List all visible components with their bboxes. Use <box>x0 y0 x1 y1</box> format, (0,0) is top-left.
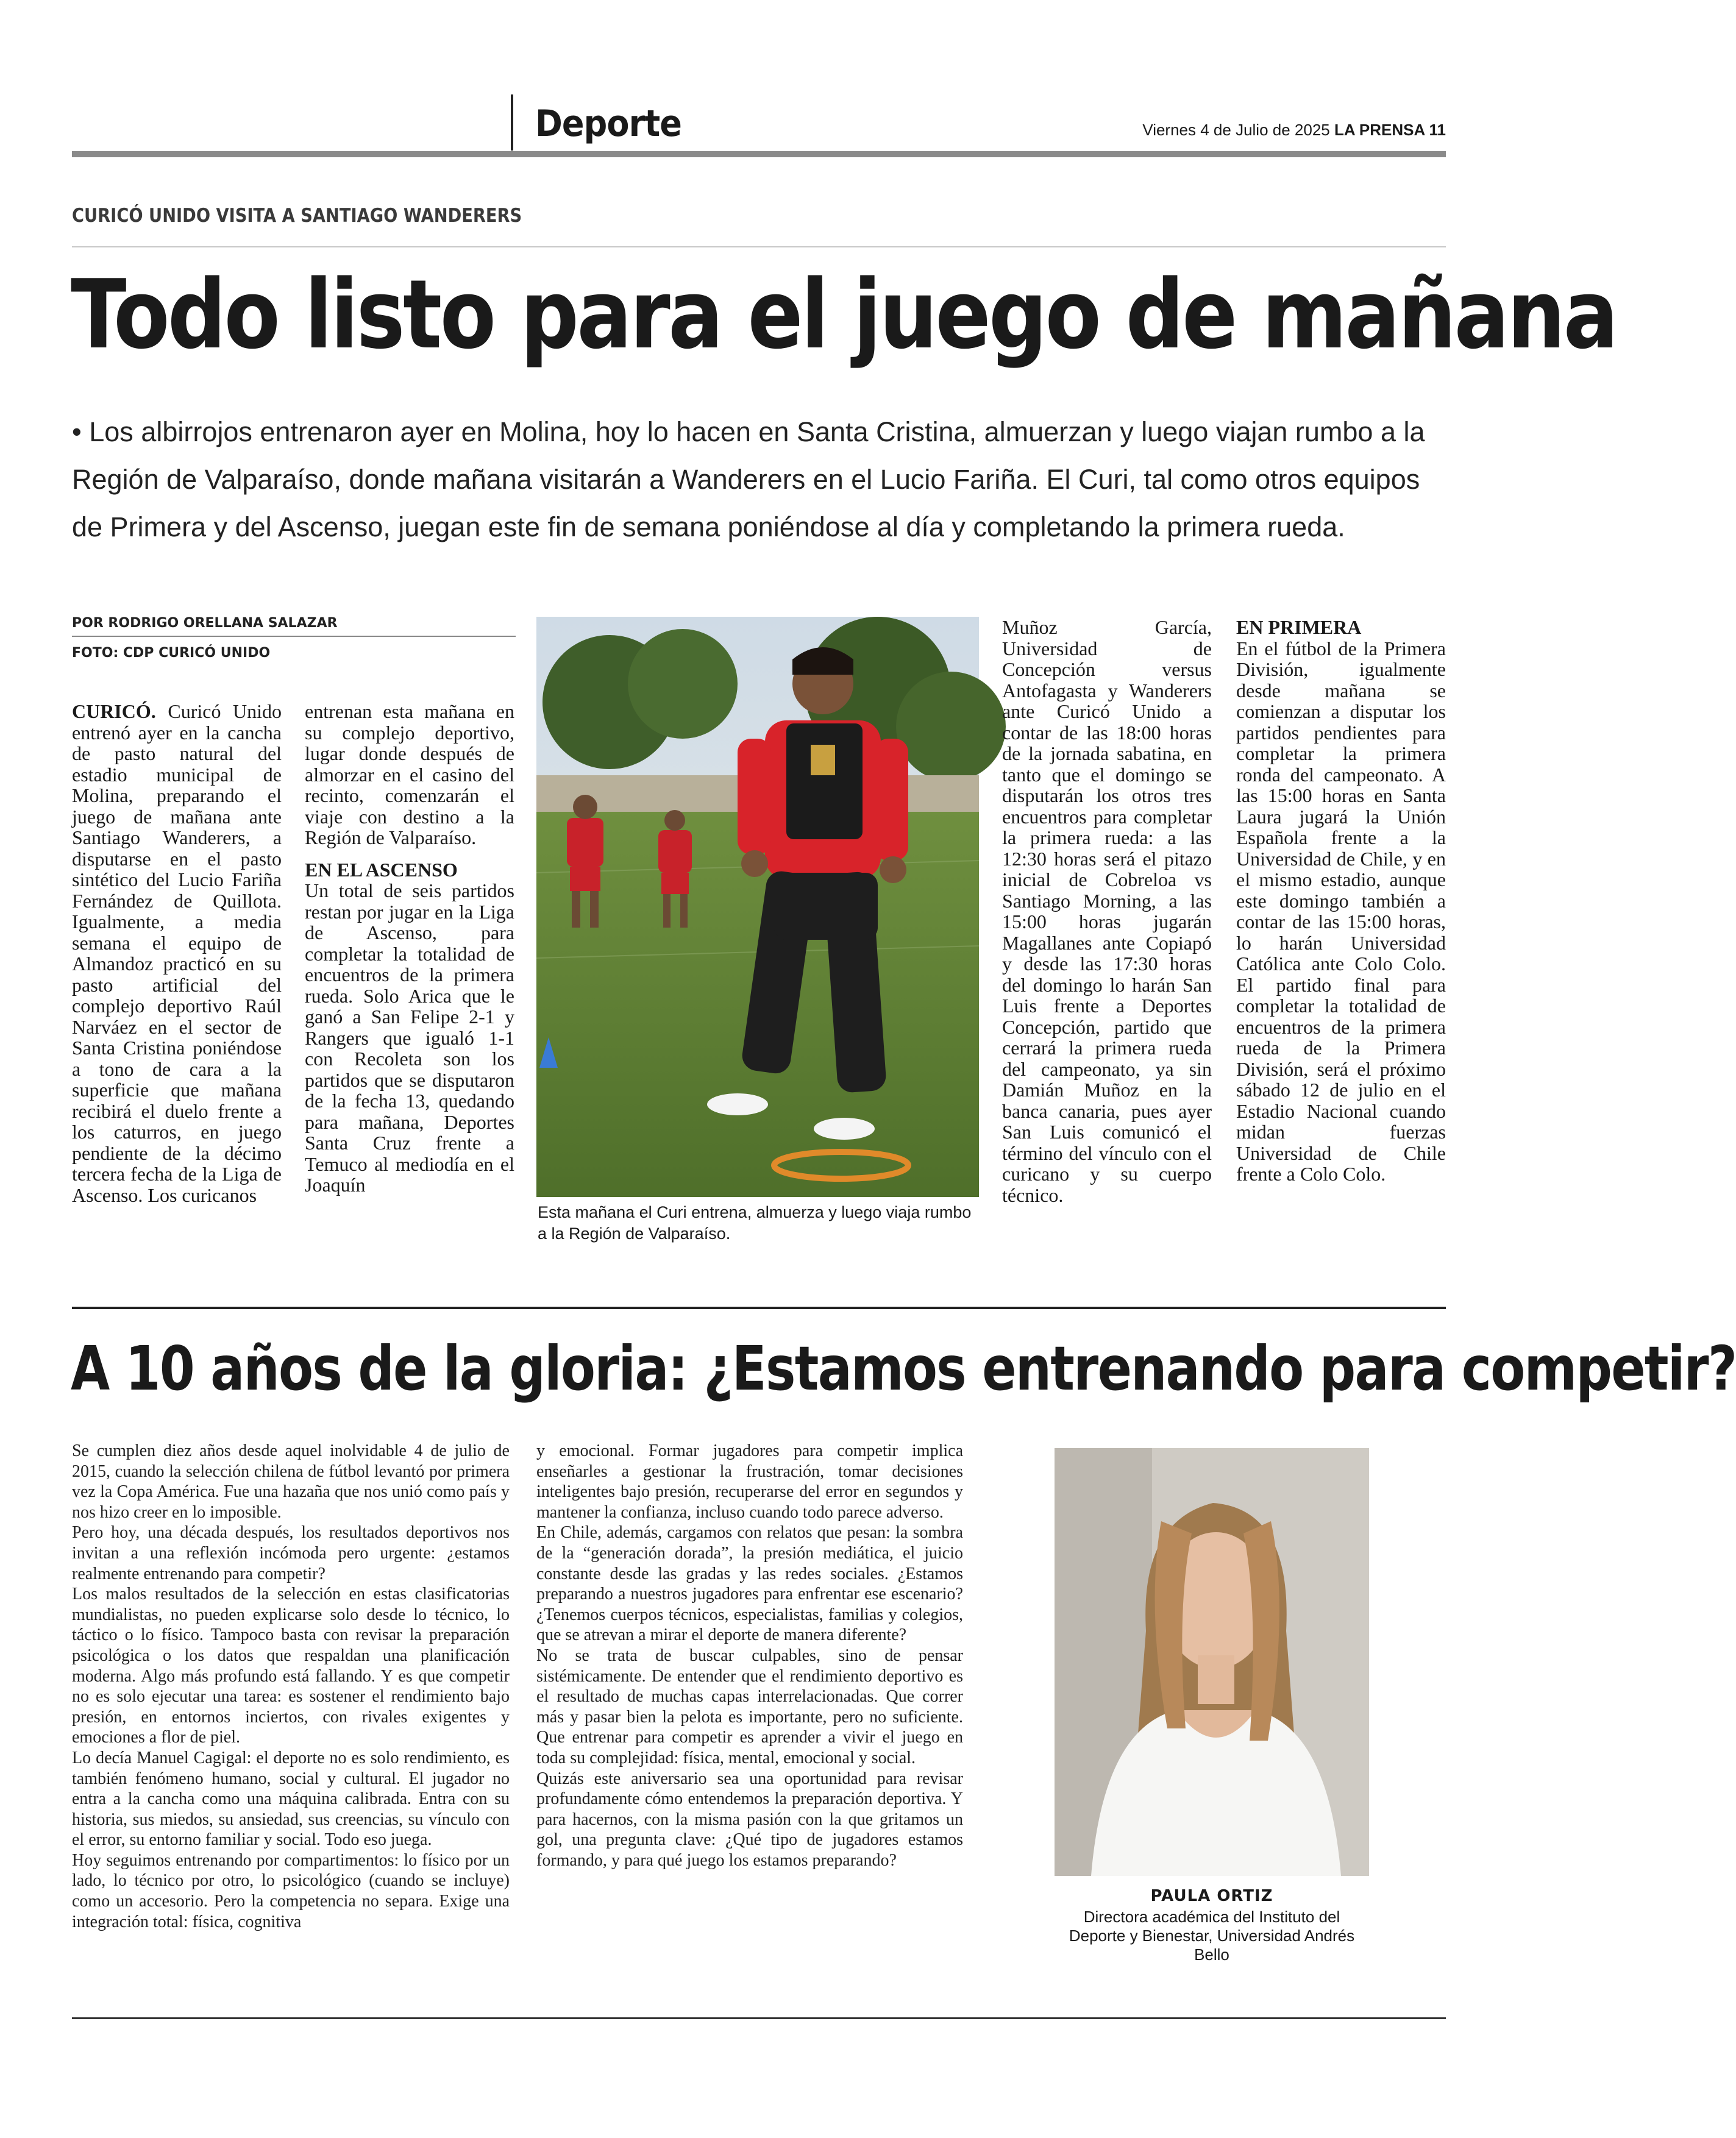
subhead-ascenso: EN EL ASCENSO <box>305 858 458 881</box>
dateline-city: CURICÓ. <box>72 700 156 722</box>
author-role: Directora académica del Instituto del Deporte y Bienestar, Universidad Andrés Bello <box>1069 1908 1355 1964</box>
author-name: PAULA ORTIZ <box>1150 1887 1273 1905</box>
opinion-paragraph: En Chile, además, cargamos con relatos que pesan: la sombra de la “generación dorada”, la presión mediática, el juicio constante desde las gradas y las redes sociales. ¿Estamos preparando a nuestros jugadores para enfrentar ese escenario? ¿Tenemos cuerpos técnicos, especialistas, familias y colegios, que se atrevan a mirar el deporte de manera diferente? <box>536 1523 963 1645</box>
subhead-primera: EN PRIMERA <box>1236 616 1362 638</box>
column-1-text: Curicó Unido entrenó ayer en la cancha de pasto natural del estadio municipal de Molina, preparando el juego de mañana ante Santiago Wanderers, a disputarse en el pasto sintético del Lucio Fariña Fernández de Quillota. Igualmente, a media semana el equipo de Almandoz practicó en su pasto artificial del complejo deportivo Raúl Narváez en el sector de Santa Cristina poniéndose a tono de cara a la superficie que mañana recibirá el duelo frente a los caturros, en juego pendiente de la décimo tercera fecha de la Liga de Ascenso. Los curicanos <box>72 700 282 1206</box>
article-column-1 <box>72 701 282 1206</box>
column-2-text-a: entrenan esta mañana en su complejo deportivo, lugar donde después de almorzar en el casino del recinto, comenzarán el viaje con destino a la Región de Valparaíso. <box>305 700 514 848</box>
photo-credit: FOTO: CDP CURICÓ UNIDO <box>72 645 271 661</box>
opinion-column-1 <box>72 1441 510 1932</box>
section-divider <box>72 1307 1446 1309</box>
article-kicker: CURICÓ UNIDO VISITA A SANTIAGO WANDERERS <box>72 205 522 227</box>
kicker-rule <box>72 246 1446 247</box>
opinion-paragraph: Los malos resultados de la selección en estas clasificatorias mundialistas, no pueden explicarse solo desde lo técnico, lo táctico o lo físico. Tampoco basta con revisar la preparación psicológica o los datos que respaldan una planificación moderna. Algo más profundo está fallando. Y es que competir no es solo ejecutar una tarea: es sostener el rendimiento bajo presión, en entornos inciertos, con rivales exigentes y emociones a flor de piel. <box>72 1585 510 1747</box>
opinion-headline: A 10 años de la gloria: ¿Estamos entrenando para competir? <box>71 1333 1736 1404</box>
opinion-column-2 <box>536 1441 963 1870</box>
opinion-paragraph: Quizás este aniversario sea una oportunidad para revisar profundamente cómo entendemos la preparación deportiva. Y para hacernos, con la misma pasión con la que gritamos un gol, una pregunta clave: ¿Qué tipo de jugadores estamos formando, y para qué juego los estamos preparando? <box>536 1769 963 1870</box>
paper-page: LA PRENSA 11 <box>1334 121 1446 139</box>
column-2-text-b: Un total de seis partidos restan por jugar en la Liga de Ascenso, para completar la totalidad de encuentros de la primera rueda. Solo Arica que le ganó a San Felipe 2-1 y Rangers que igualó 1-1 con Recoleta son los partidos que se disputaron de la fecha 13, quedando para mañana, Deportes Santa Cruz frente a Temuco al mediodía en el Joaquín <box>305 879 514 1196</box>
article-column-3: Muñoz García, Universidad de Concepción versus Antofagasta y Wanderers ante Curicó Unido a contar de las 18:00 horas de la jornada sabatina, en tanto que el domingo se disputarán los otros tres encuentros para completar la primera rueda: a las 12:30 horas será el pitazo inicial de Cobreloa vs Santiago Morning, a las 15:00 horas jugarán Magallanes ante Copiapó y desde las 17:30 horas del domingo lo harán San Luis frente a Deportes Concepción, partido que cerrará la primera rueda del campeonato, ya sin Damián Muñoz en la banca canaria, pues ayer San Luis comunicó el término del vínculo con el curicano y su cuerpo técnico. <box>1002 616 1212 1206</box>
byline: POR RODRIGO ORELLANA SALAZAR <box>72 616 516 637</box>
opinion-paragraph: Hoy seguimos entrenando por compartimentos: lo físico por un lado, lo técnico por otro, lo psicológico (cuando se incluye) como un accesorio. Pero la competencia no separa. Exige una integración total: física, cognitiva <box>72 1850 510 1931</box>
column-4-text: En el fútbol de la Primera División, igualmente desde mañana se comienzan a disputar los partidos pendientes para completar la primera ronda del campeonato. A las 15:00 horas en Santa Laura jugará la Unión Española frente a la Universidad de Chile, y en el mismo estadio, aunque este domingo también a contar de las 15:00 horas, lo harán Universidad Católica ante Colo Colo. El partido final para completar la totalidad de encuentros de la primera rueda de la Primera División, será el próximo sábado 12 de julio en el Estadio Nacional cuando midan fuerzas Universidad de Chile frente a Colo Colo. <box>1236 637 1446 1185</box>
opinion-paragraph: Lo decía Manuel Cagigal: el deporte no es solo rendimiento, es también fenómeno humano, social y cultural. El jugador no entra a la cancha como una máquina calibrada. Entra con su historia, sus miedos, su ansiedad, sus creencias, su vínculo con el error, su entorno familiar y social. Todo eso juega. <box>72 1748 510 1850</box>
author-portrait <box>1055 1448 1369 1876</box>
opinion-paragraph: Se cumplen diez años desde aquel inolvidable 4 de julio de 2015, cuando la selección chilena de fútbol levantó por primera vez la Copa América. Fue una hazaña que nos unió como país y nos hizo creer en lo imposible. <box>72 1441 510 1522</box>
issue-date: Viernes 4 de Julio de 2025 <box>1142 121 1330 139</box>
section-title: Deporte <box>535 102 681 145</box>
byline-block <box>72 616 516 661</box>
article-lead: • Los albirrojos entrenaron ayer en Molina, hoy lo hacen en Santa Cristina, almuerzan y luego viajan rumbo a la Región de Valparaíso, donde mañana visitarán a Wanderers en el Lucio Fariña. El Curi, tal como otros equipos de Primera y del Ascenso, juegan este fin de semana poniéndose al día y completando la primera rueda. <box>72 416 1425 542</box>
article-column-2 <box>305 701 514 1196</box>
photo-caption: Esta mañana el Curi entrena, almuerza y luego viaja rumbo a la Región de Valparaíso. <box>538 1203 972 1243</box>
article-column-4 <box>1236 617 1446 1185</box>
dateline <box>1142 121 1446 140</box>
bottom-rule <box>72 2017 1446 2019</box>
opinion-paragraph: No se trata de buscar culpables, sino de pensar sistémicamente. De entender que el rendimiento deportivo es el resultado de muchas capas interrelacionadas. Que correr más y pasar bien la pelota es importante, pero no suficiente. Que entrenar para competir es aprender a vivir el juego en toda su complejidad: física, mental, emocional y social. <box>536 1646 963 1767</box>
opinion-paragraph: Pero hoy, una década después, los resultados deportivos nos invitan a una reflexión incómoda pero urgente: ¿estamos realmente entrenando para competir? <box>72 1523 510 1583</box>
opinion-paragraph: y emocional. Formar jugadores para competir implica enseñarles a gestionar la frustración, tomar decisiones inteligentes bajo presión, recuperarse del error en segundos y mantener la confianza, incluso cuando todo parece adverso. <box>536 1441 963 1522</box>
author-photo <box>1055 1448 1369 1876</box>
training-photo-art <box>536 617 979 1197</box>
article-headline: Todo listo para el juego de mañana <box>71 259 1617 370</box>
header-separator <box>511 94 513 151</box>
header-rule <box>72 151 1446 157</box>
training-photo <box>536 617 979 1197</box>
